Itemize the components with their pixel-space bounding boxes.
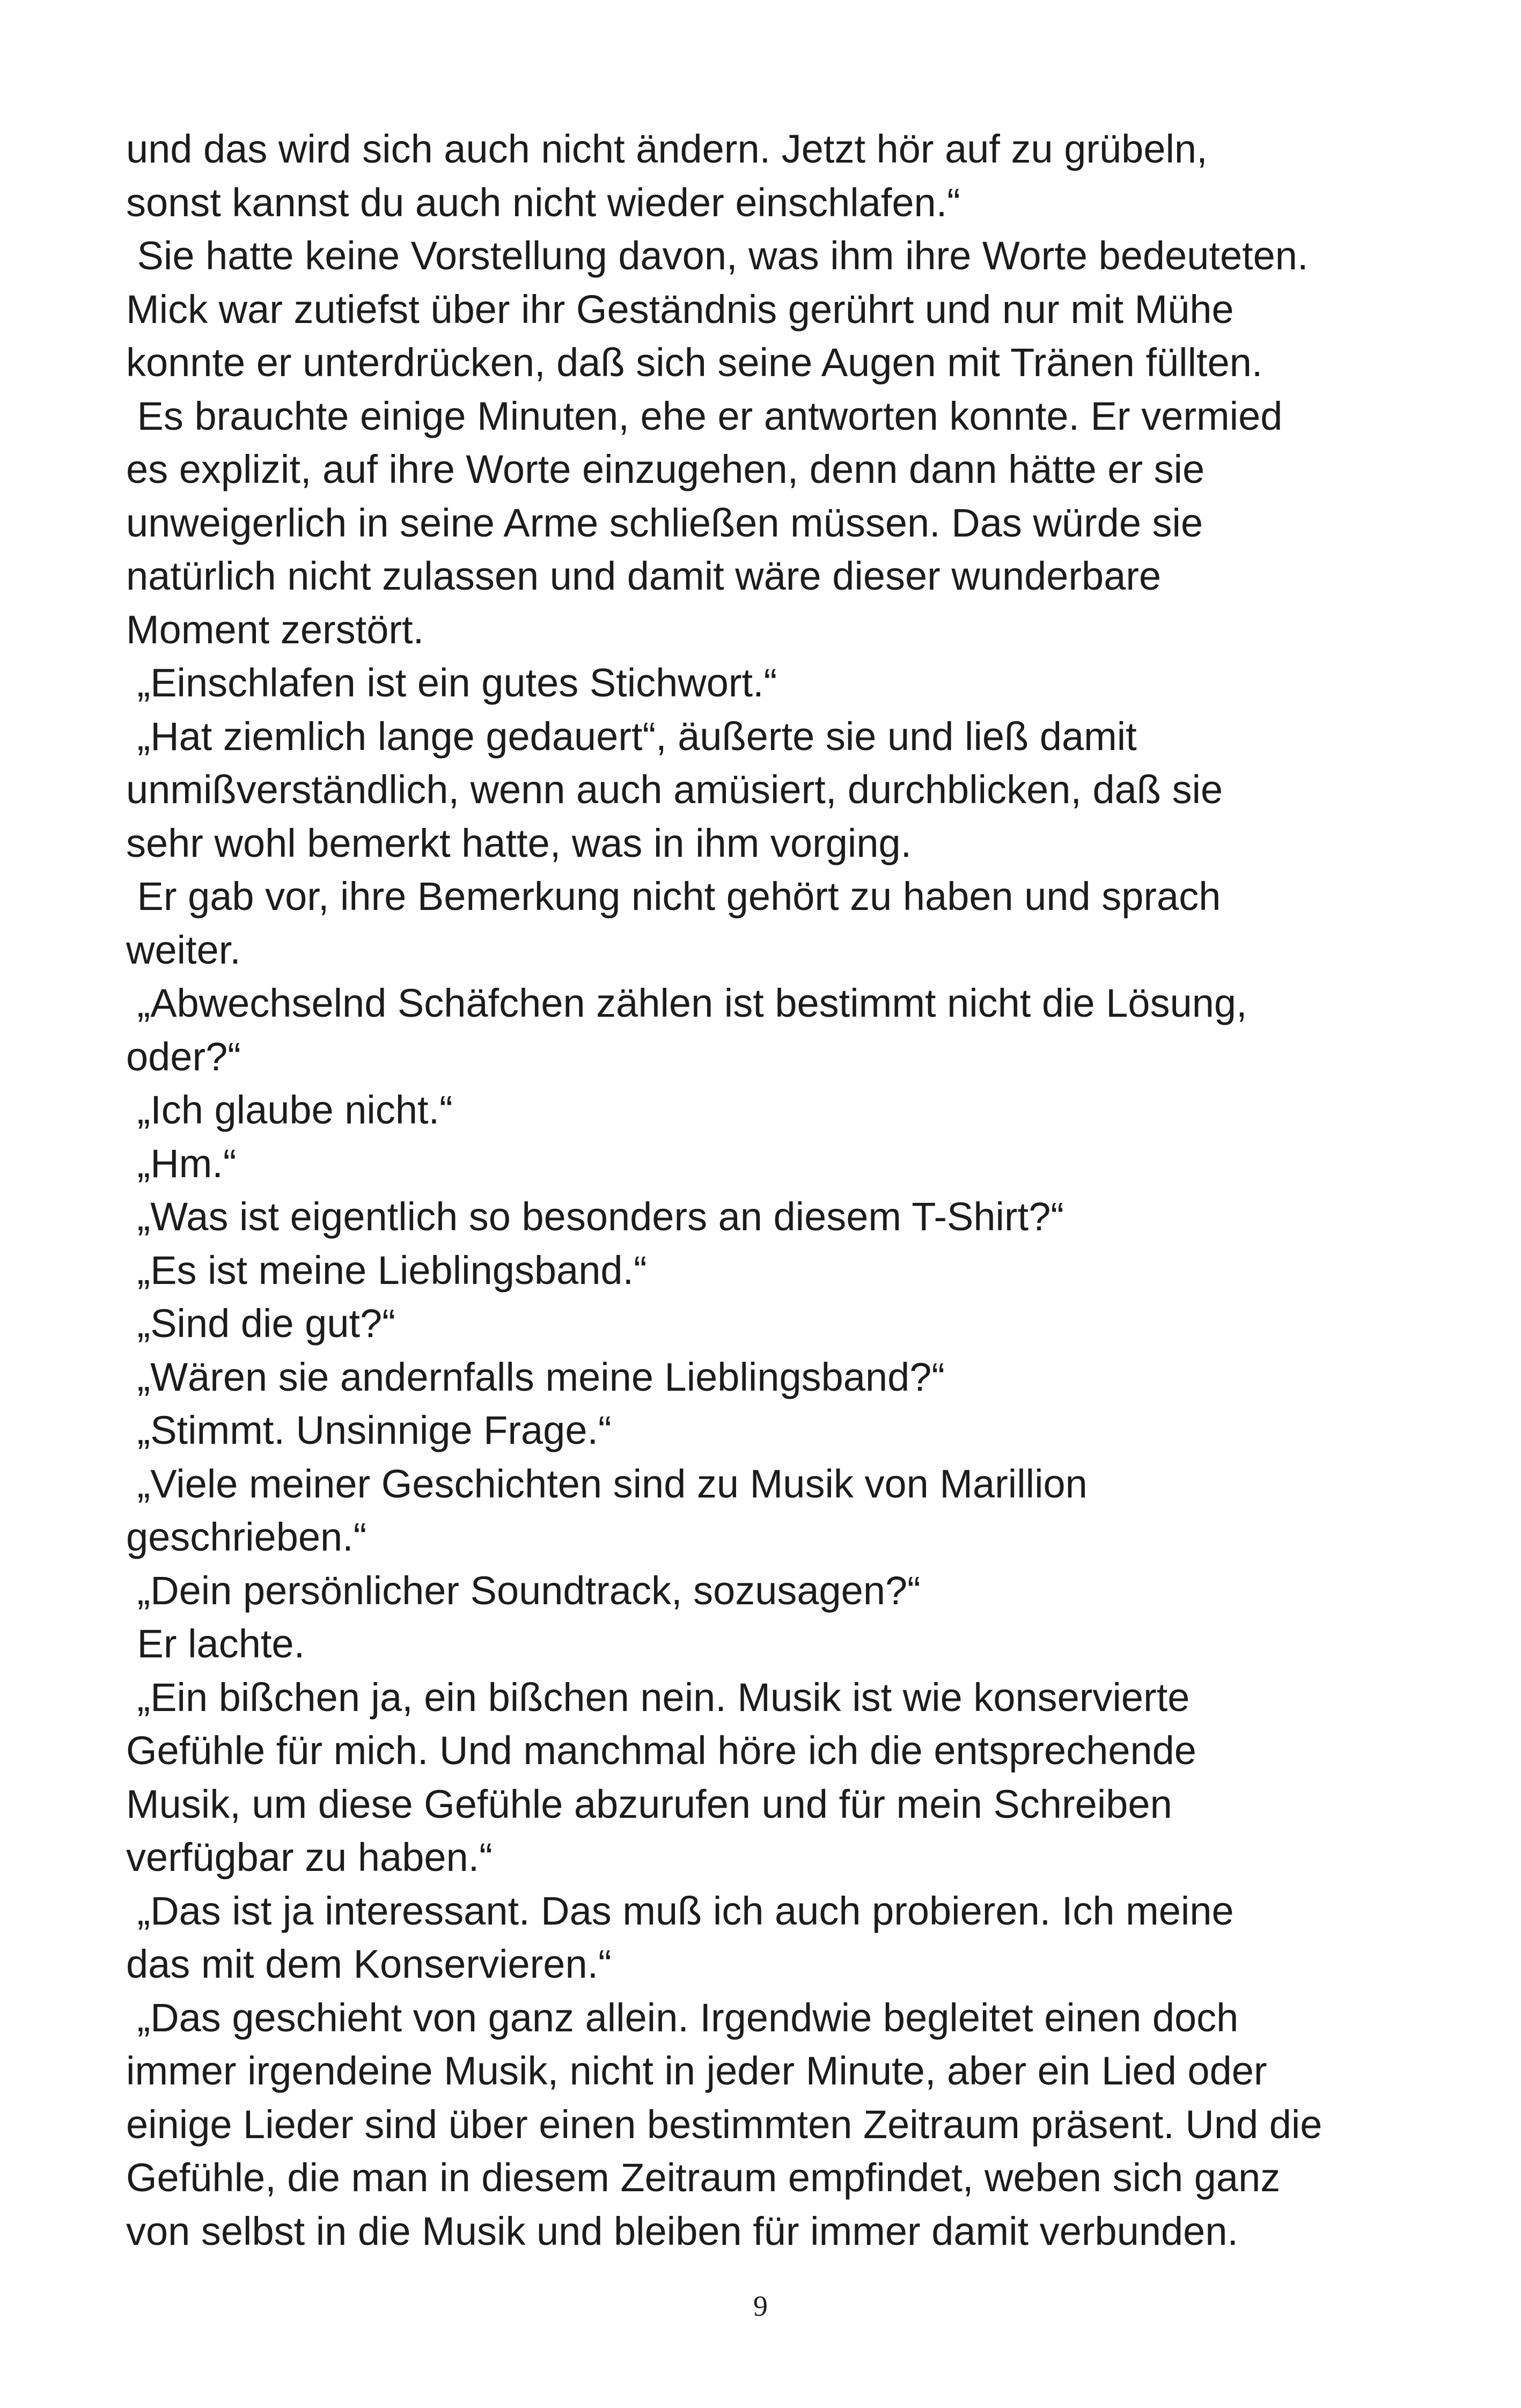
page-number: 9 [753, 2290, 768, 2322]
text-line: „Es ist meine Lieblingsband.“ [126, 1247, 647, 1293]
text-line: „Abwechselnd Schäfchen zählen ist bestimmt nicht die Lösung, [126, 981, 1247, 1025]
text-line: „Sind die gut?“ [126, 1301, 395, 1346]
text-line: „Das ist ja interessant. Das muß ich auch probieren. Ich meine [126, 1888, 1234, 1933]
text-line: immer irgendeine Musik, nicht in jeder Minute, aber ein Lied oder [126, 2049, 1267, 2093]
text-line: Er lachte. [126, 1621, 305, 1666]
text-line: „Wären sie andernfalls meine Lieblingsband?“ [126, 1354, 945, 1399]
text-line: „Viele meiner Geschichten sind zu Musik von Marillion [126, 1461, 1088, 1506]
text-line: Sie hatte keine Vorstellung davon, was ihm ihre Worte bedeuteten. [126, 233, 1309, 278]
text-line: Gefühle für mich. Und manchmal höre ich die entsprechende [126, 1728, 1196, 1773]
body-text [126, 122, 1414, 2258]
text-line: und das wird sich auch nicht ändern. Jetzt hör auf zu grübeln, [126, 127, 1208, 171]
text-line: „Was ist eigentlich so besonders an diesem T-Shirt?“ [126, 1194, 1064, 1239]
text-line: Moment zerstört. [126, 607, 424, 652]
text-line: Mick war zutiefst über ihr Geständnis gerührt und nur mit Mühe [126, 287, 1234, 332]
text-line: verfügbar zu haben.“ [126, 1835, 493, 1880]
text-line: „Stimmt. Unsinnige Frage.“ [126, 1408, 612, 1452]
text-line: von selbst in die Musik und bleiben für immer damit verbunden. [126, 2208, 1239, 2253]
text-line: geschrieben.“ [126, 1515, 367, 1559]
text-line: einige Lieder sind über einen bestimmten Zeitraum präsent. Und die [126, 2102, 1322, 2147]
text-line: das mit dem Konservieren.“ [126, 1942, 612, 1986]
text-line: natürlich nicht zulassen und damit wäre dieser wunderbare [126, 554, 1162, 598]
text-line: „Hat ziemlich lange gedauert“, äußerte sie und ließ damit [126, 714, 1137, 759]
text-line: oder?“ [126, 1034, 241, 1079]
text-line: „Einschlafen ist ein gutes Stichwort.“ [126, 660, 777, 705]
text-line: unweigerlich in seine Arme schließen müssen. Das würde sie [126, 500, 1203, 545]
text-line: „Das geschieht von ganz allein. Irgendwie begleitet einen doch [126, 1995, 1239, 2040]
text-line: „Ein bißchen ja, ein bißchen nein. Musik ist wie konservierte [126, 1675, 1190, 1720]
text-line: unmißverständlich, wenn auch amüsiert, durchblicken, daß sie [126, 767, 1223, 812]
text-line: sonst kannst du auch nicht wieder einschlafen.“ [126, 180, 960, 225]
text-line: Er gab vor, ihre Bemerkung nicht gehört zu haben und sprach [126, 874, 1221, 919]
text-line: sehr wohl bemerkt hatte, was in ihm vorging. [126, 820, 912, 865]
text-line: weiter. [126, 927, 241, 972]
text-line: Es brauchte einige Minuten, ehe er antworten konnte. Er vermied [126, 393, 1283, 438]
text-line: „Hm.“ [126, 1141, 237, 1186]
text-line: Musik, um diese Gefühle abzurufen und für mein Schreiben [126, 1781, 1172, 1826]
text-line: es explizit, auf ihre Worte einzugehen, denn dann hätte er sie [126, 447, 1205, 491]
text-line: „Dein persönlicher Soundtrack, sozusagen?“ [126, 1568, 921, 1613]
text-line: „Ich glaube nicht.“ [126, 1088, 453, 1132]
text-line: konnte er unterdrücken, daß sich seine Augen mit Tränen füllten. [126, 340, 1263, 385]
text-line: Gefühle, die man in diesem Zeitraum empfindet, weben sich ganz [126, 2155, 1281, 2200]
